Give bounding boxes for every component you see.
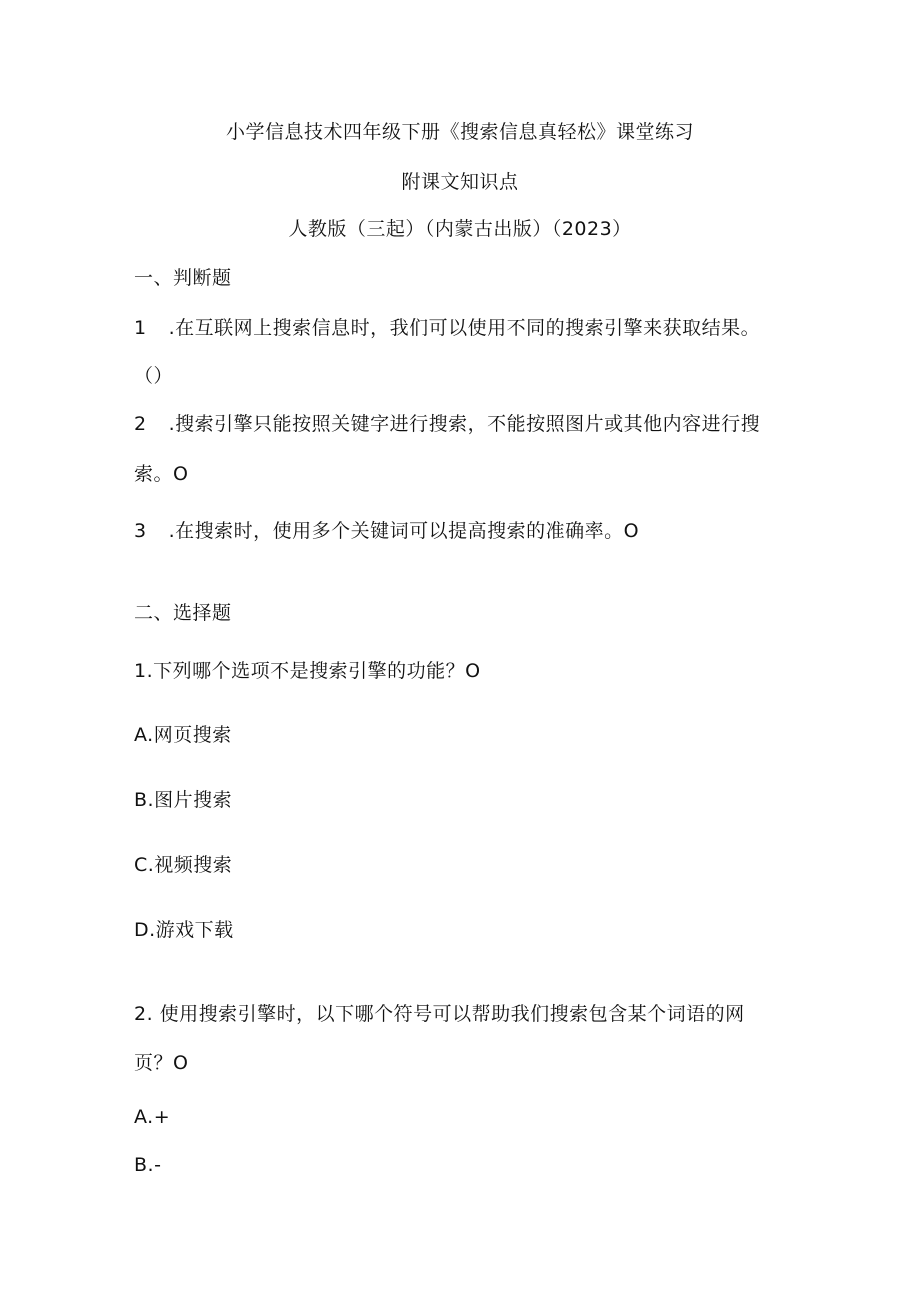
tf-question-2	[134, 412, 760, 436]
question-text: .在搜索时，使用多个关键词可以提高搜索的准确率。O	[168, 520, 640, 542]
document-subtitle: 附课文知识点	[401, 171, 519, 193]
mc-question-1: 1.下列哪个选项不是搜索引擎的功能？O	[134, 660, 481, 682]
section-heading-multiple-choice: 二、选择题	[134, 602, 232, 624]
section-heading-true-false: 一、判断题	[134, 267, 232, 289]
mc-question-2-option-a: A.+	[134, 1106, 171, 1128]
tf-question-2-continuation: 索。O	[134, 463, 189, 485]
mc-question-2-continuation: 页？O	[134, 1052, 189, 1074]
tf-question-1-answer-blank: （）	[134, 365, 174, 387]
mc-question-1-option-c: C.视频搜索	[134, 854, 233, 876]
question-number: 1	[134, 317, 147, 339]
tf-question-1	[134, 316, 760, 340]
mc-question-1-option-a: A.网页搜索	[134, 724, 232, 746]
document-title: 小学信息技术四年级下册《搜索信息真轻松》课堂练习	[225, 121, 694, 143]
mc-question-2-option-b: B.-	[134, 1154, 162, 1176]
question-number: 3	[134, 520, 147, 542]
question-text: .搜索引擎只能按照关键字进行搜索，不能按照图片或其他内容进行搜	[168, 413, 761, 435]
question-number: 2	[134, 413, 147, 435]
question-text: .在互联网上搜索信息时，我们可以使用不同的搜索引擎来获取结果。	[168, 317, 761, 339]
mc-question-1-option-b: B.图片搜索	[134, 789, 233, 811]
tf-question-3	[134, 519, 639, 543]
document-edition: 人教版（三起）（内蒙古出版）（2023）	[288, 218, 632, 240]
mc-question-2: 2. 使用搜索引擎时，以下哪个符号可以帮助我们搜索包含某个词语的网	[134, 1003, 745, 1025]
mc-question-1-option-d: D.游戏下载	[134, 919, 234, 941]
